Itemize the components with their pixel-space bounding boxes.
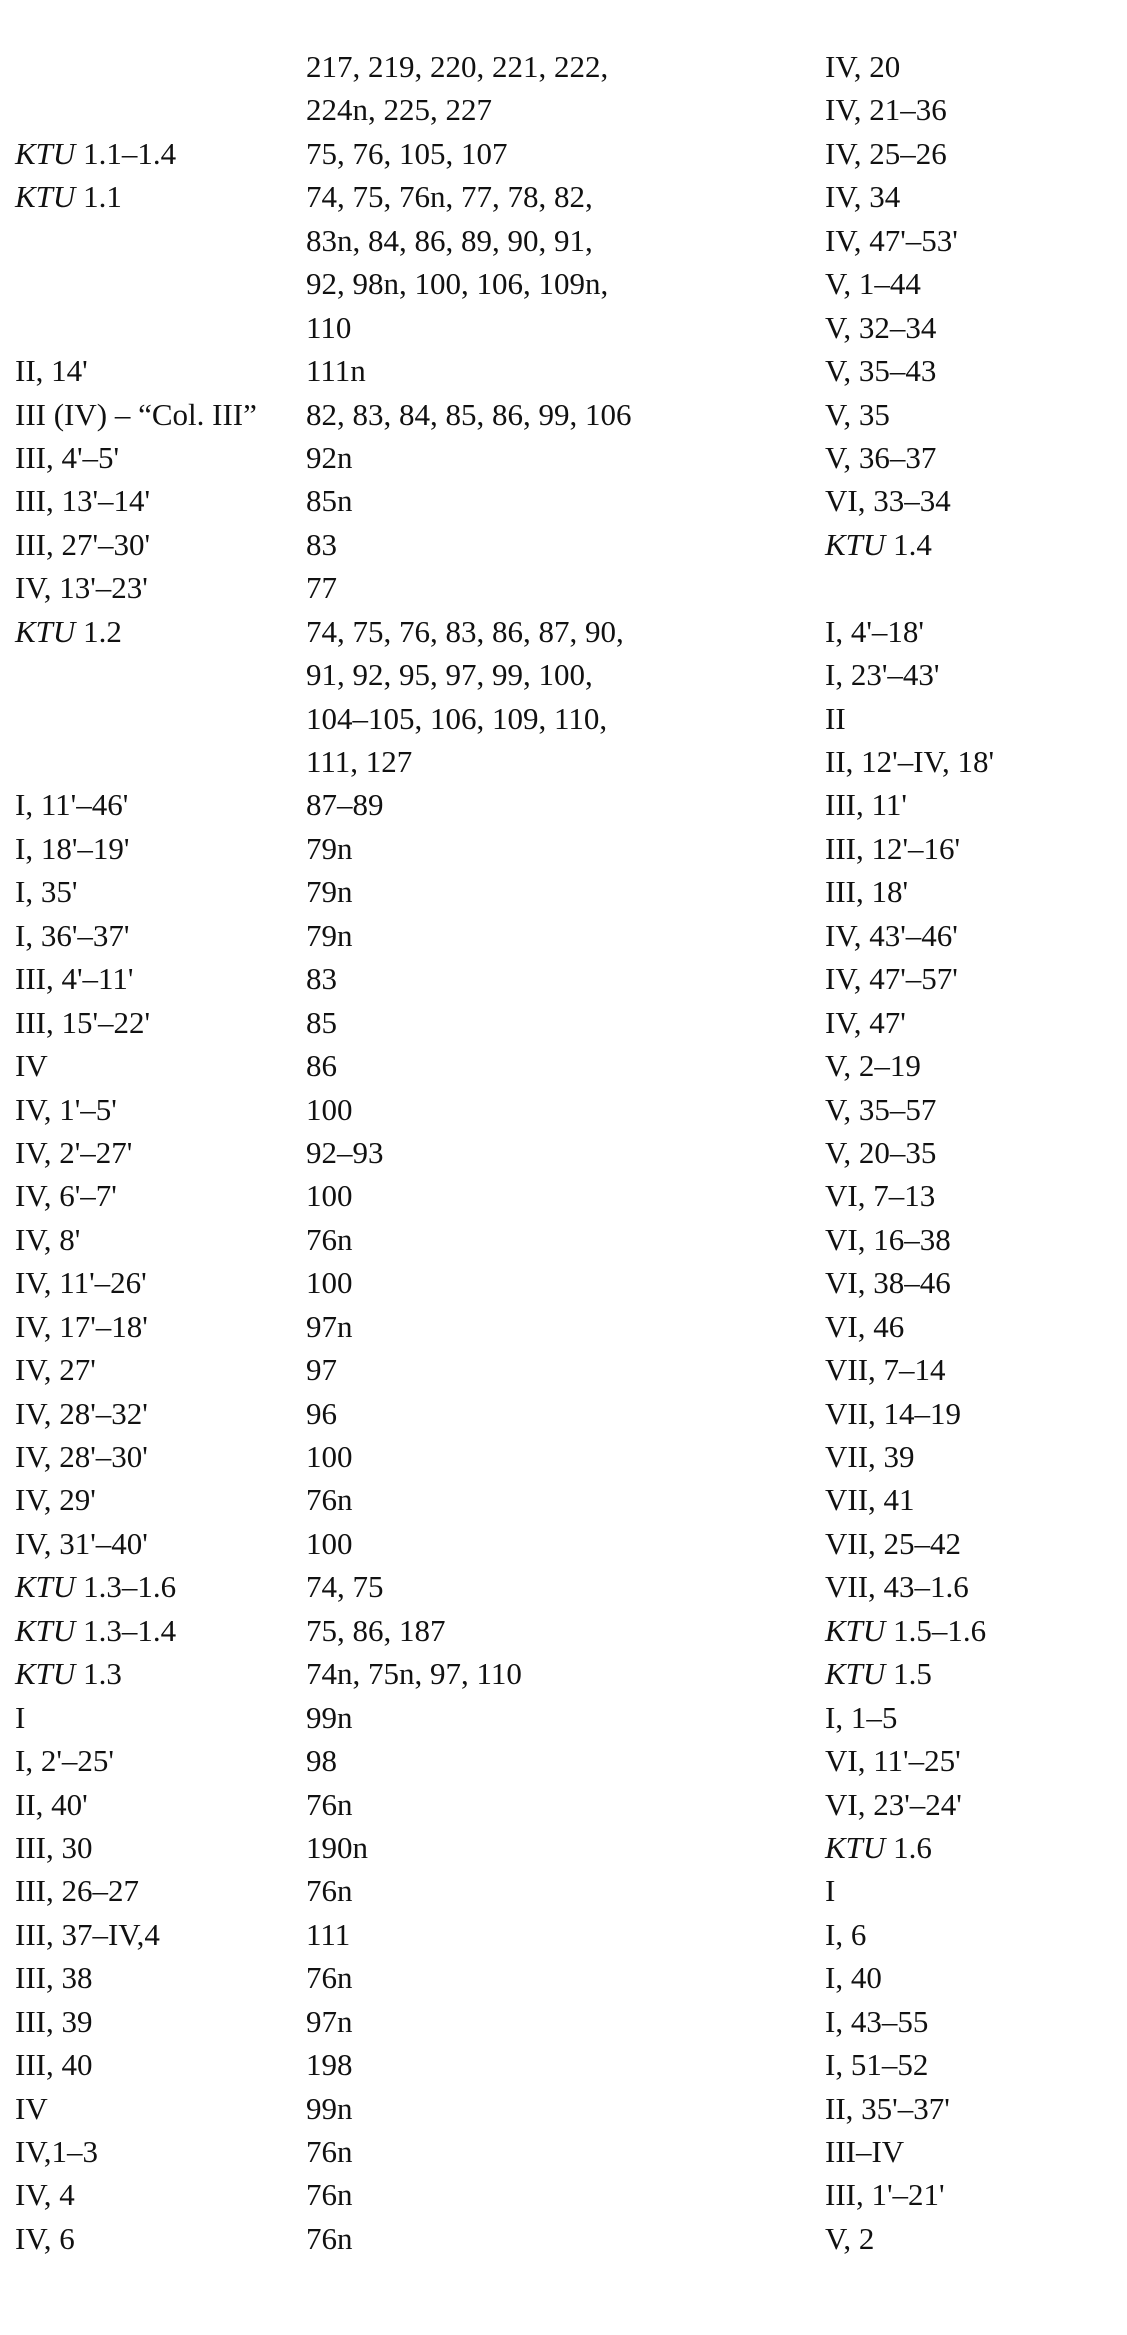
reference-text: I <box>825 1873 836 1909</box>
page-numbers-entry: 77 <box>306 570 337 606</box>
page-numbers-entry: 92, 98n, 100, 106, 109n, <box>306 266 609 302</box>
reference-text: III, 4'–11' <box>15 961 134 997</box>
reference-text: V, 20–35 <box>825 1134 937 1170</box>
reference-text: III (IV) – “Col. III” <box>15 396 257 432</box>
reference-entry <box>825 1001 1115 1044</box>
reference-text: III, 26–27 <box>15 1873 139 1909</box>
reference-text: 1.1–1.4 <box>75 135 177 171</box>
page-numbers-entry: 76n <box>306 1786 353 1822</box>
page-numbers-entry: 98 <box>306 1743 337 1779</box>
reference-entry <box>15 2173 305 2216</box>
page-numbers-entry: 83 <box>306 526 337 562</box>
page-numbers-entry: 190n <box>306 1829 368 1865</box>
page-numbers-entry: 111 <box>306 1916 351 1952</box>
reference-text: III, 18' <box>825 874 909 910</box>
reference-entry <box>15 132 305 175</box>
reference-entry <box>15 262 305 305</box>
page-numbers-entry: 76n <box>306 2177 353 2213</box>
page-numbers-entry: 85n <box>306 483 353 519</box>
reference-entry <box>15 1348 305 1391</box>
page-numbers-entry: 100 <box>306 1439 353 1474</box>
reference-text: III–IV <box>825 2134 905 2169</box>
reference-entry <box>15 566 305 609</box>
reference-entry <box>825 2043 1115 2086</box>
reference-entry <box>15 914 305 957</box>
reference-entry <box>15 88 305 131</box>
reference-text: IV, 28'–32' <box>15 1395 148 1431</box>
reference-text: 1.3–1.4 <box>75 1612 177 1648</box>
reference-text: VI, 38–46 <box>825 1265 951 1301</box>
reference-entry <box>15 1261 305 1304</box>
reference-text: IV <box>15 1048 48 1084</box>
page-numbers-entry: 111, 127 <box>306 744 413 779</box>
reference-entry <box>15 523 305 566</box>
reference-entry <box>825 1478 1115 1521</box>
reference-text: V, 36–37 <box>825 439 937 475</box>
reference-entry <box>15 1305 305 1348</box>
reference-entry <box>825 914 1115 957</box>
reference-text: V, 2–19 <box>825 1048 921 1084</box>
reference-entry <box>15 1044 305 1087</box>
reference-text: I, 11'–46' <box>15 787 129 823</box>
reference-text: II <box>825 700 846 736</box>
reference-text: IV, 17'–18' <box>15 1308 148 1344</box>
reference-text: I, 4'–18' <box>825 613 924 649</box>
page-numbers-entry: 79n <box>306 917 353 953</box>
reference-text: V, 1–44 <box>825 266 921 302</box>
reference-entry <box>15 1131 305 1174</box>
reference-entry <box>825 2130 1115 2173</box>
reference-text: IV, 21–36 <box>825 92 947 128</box>
reference-entry <box>15 1392 305 1435</box>
reference-entry <box>825 262 1115 305</box>
reference-entry <box>825 1261 1115 1304</box>
reference-entry <box>15 870 305 913</box>
reference-text: VII, 39 <box>825 1439 915 1474</box>
reference-entry <box>825 349 1115 392</box>
reference-entry <box>15 697 305 740</box>
page-numbers-entry: 97n <box>306 2003 353 2039</box>
reference-entry <box>15 1956 305 1999</box>
page-numbers-entry: 92n <box>306 439 353 475</box>
reference-text: IV, 47'–53' <box>825 222 958 258</box>
reference-entry <box>15 175 305 218</box>
reference-entry <box>15 1088 305 1131</box>
tablet-siglum: KTU <box>825 1829 886 1865</box>
reference-entry <box>825 2000 1115 2043</box>
reference-entry <box>825 2087 1115 2130</box>
reference-text: 1.2 <box>75 613 122 649</box>
tablet-siglum: KTU <box>15 179 76 215</box>
page-numbers-entry: 74, 75, 76n, 77, 78, 82, <box>306 179 593 215</box>
reference-entry <box>15 610 305 653</box>
tablet-siglum: KTU <box>825 526 886 562</box>
reference-text: I, 43–55 <box>825 2003 929 2039</box>
reference-entry <box>15 393 305 436</box>
page-numbers-entry: 104–105, 106, 109, 110, <box>306 700 608 736</box>
reference-text: I <box>15 1699 26 1735</box>
page-numbers-entry: 75, 86, 187 <box>306 1612 446 1648</box>
tablet-siglum: KTU <box>825 1612 886 1648</box>
reference-entry <box>825 306 1115 349</box>
reference-entry <box>825 610 1115 653</box>
reference-entry <box>15 957 305 1000</box>
page-numbers-entry: 76n <box>306 1221 353 1257</box>
tablet-siglum: KTU <box>15 1569 76 1605</box>
reference-text: IV, 6'–7' <box>15 1178 117 1214</box>
reference-text: VI, 23'–24' <box>825 1786 962 1822</box>
reference-entry <box>15 1696 305 1739</box>
reference-text: 1.3–1.6 <box>75 1569 177 1605</box>
reference-entry <box>825 175 1115 218</box>
reference-entry <box>825 1739 1115 1782</box>
page-numbers-entry: 83n, 84, 86, 89, 90, 91, <box>306 222 593 258</box>
reference-text: V, 2 <box>825 2220 875 2256</box>
reference-text: III, 38 <box>15 1960 93 1996</box>
reference-entry <box>15 2130 305 2173</box>
left-reference-column <box>15 45 305 2260</box>
reference-text: I, 40 <box>825 1960 882 1996</box>
reference-entry <box>15 827 305 870</box>
reference-entry <box>825 566 1115 609</box>
reference-text: VII, 25–42 <box>825 1525 962 1561</box>
reference-text: V, 32–34 <box>825 309 937 345</box>
reference-entry <box>15 653 305 696</box>
reference-entry <box>825 827 1115 870</box>
reference-entry <box>15 2217 305 2260</box>
reference-text: 1.4 <box>885 526 932 562</box>
reference-entry <box>825 523 1115 566</box>
reference-text: III, 1'–21' <box>825 2177 945 2213</box>
reference-text: I, 1–5 <box>825 1699 898 1735</box>
reference-entry <box>825 1348 1115 1391</box>
reference-entry <box>15 479 305 522</box>
page-numbers-entry: 74n, 75n, 97, 110 <box>306 1656 522 1692</box>
reference-entry <box>15 436 305 479</box>
reference-text: 1.1 <box>75 179 122 215</box>
reference-entry <box>825 2173 1115 2216</box>
reference-entry <box>825 2217 1115 2260</box>
page-numbers-entry: 83 <box>306 961 337 997</box>
reference-text: III, 37–IV,4 <box>15 1916 160 1952</box>
reference-text: IV, 43'–46' <box>825 917 958 953</box>
page-numbers-entry: 111n <box>306 353 366 389</box>
reference-text: 1.3 <box>75 1656 122 1692</box>
page-numbers-entry: 75, 76, 105, 107 <box>306 135 508 171</box>
reference-entry <box>15 306 305 349</box>
reference-entry <box>825 957 1115 1000</box>
page-numbers-entry: 76n <box>306 2220 353 2256</box>
reference-entry <box>15 1565 305 1608</box>
tablet-siglum: KTU <box>15 1656 76 1692</box>
reference-entry <box>825 1696 1115 1739</box>
reference-text: VII, 41 <box>825 1482 915 1518</box>
reference-text: IV, 47' <box>825 1004 906 1040</box>
reference-text: II, 40' <box>15 1786 88 1822</box>
page-numbers-entry: 86 <box>306 1048 337 1084</box>
reference-text: IV, 27' <box>15 1352 96 1388</box>
page-numbers-entry: 99n <box>306 1699 353 1735</box>
reference-entry <box>825 88 1115 131</box>
reference-text: IV, 28'–30' <box>15 1439 148 1474</box>
right-reference-column <box>825 45 1115 2260</box>
reference-entry <box>15 1913 305 1956</box>
reference-entry <box>15 1218 305 1261</box>
reference-entry <box>825 1783 1115 1826</box>
page-numbers-entry: 92–93 <box>306 1134 384 1170</box>
reference-text: IV, 34 <box>825 179 901 215</box>
reference-entry <box>15 2000 305 2043</box>
reference-entry <box>825 870 1115 913</box>
reference-text: 1.6 <box>885 1829 932 1865</box>
page-numbers-entry: 100 <box>306 1525 353 1561</box>
reference-text: I, 6 <box>825 1916 867 1952</box>
reference-entry <box>825 1826 1115 1869</box>
page-numbers-entry: 74, 75 <box>306 1569 384 1605</box>
reference-text: 1.5–1.6 <box>885 1612 987 1648</box>
reference-entry <box>825 697 1115 740</box>
page-numbers-entry: 74, 75, 76, 83, 86, 87, 90, <box>306 613 624 649</box>
page-numbers-entry: 100 <box>306 1178 353 1214</box>
reference-text: I, 36'–37' <box>15 917 130 953</box>
page-numbers-entry: 97n <box>306 1308 353 1344</box>
page-numbers-entry: 76n <box>306 1482 353 1518</box>
reference-text: III, 4'–5' <box>15 439 120 475</box>
reference-entry <box>15 1001 305 1044</box>
reference-entry <box>825 1522 1115 1565</box>
reference-text: IV, 47'–57' <box>825 961 958 997</box>
reference-entry <box>825 436 1115 479</box>
reference-text: IV, 20 <box>825 49 901 84</box>
reference-text: 1.5 <box>885 1656 932 1692</box>
reference-text: VI, 16–38 <box>825 1221 951 1257</box>
reference-text: VII, 14–19 <box>825 1395 962 1431</box>
reference-text: II, 12'–IV, 18' <box>825 744 995 779</box>
reference-text: IV, 29' <box>15 1482 96 1518</box>
reference-entry <box>825 1088 1115 1131</box>
reference-entry <box>15 1478 305 1521</box>
reference-entry <box>825 219 1115 262</box>
reference-entry <box>825 479 1115 522</box>
reference-entry <box>15 1174 305 1217</box>
reference-text: VI, 46 <box>825 1308 905 1344</box>
reference-text: III, 39 <box>15 2003 93 2039</box>
reference-text: V, 35 <box>825 396 890 432</box>
reference-entry <box>825 740 1115 783</box>
reference-entry <box>15 1609 305 1652</box>
reference-entry <box>825 393 1115 436</box>
reference-text: IV, 31'–40' <box>15 1525 148 1561</box>
page-numbers-entry: 87–89 <box>306 787 384 823</box>
page-numbers-entry: 85 <box>306 1004 337 1040</box>
page-numbers-entry: 100 <box>306 1091 353 1127</box>
reference-text: II, 14' <box>15 353 88 389</box>
reference-text: III, 15'–22' <box>15 1004 151 1040</box>
reference-text: IV, 11'–26' <box>15 1265 147 1301</box>
page-numbers-entry: 76n <box>306 1873 353 1909</box>
reference-text: III, 27'–30' <box>15 526 151 562</box>
reference-text: III, 12'–16' <box>825 830 961 866</box>
reference-text: VII, 7–14 <box>825 1352 946 1388</box>
reference-text: I, 18'–19' <box>15 830 130 866</box>
reference-text: I, 23'–43' <box>825 657 940 693</box>
reference-entry <box>15 1739 305 1782</box>
reference-entry <box>825 1956 1115 1999</box>
reference-entry <box>15 783 305 826</box>
reference-text: I, 51–52 <box>825 2047 929 2083</box>
reference-text: IV,1–3 <box>15 2134 98 2169</box>
reference-entry <box>825 783 1115 826</box>
reference-entry <box>15 219 305 262</box>
page-numbers-entry: 79n <box>306 830 353 866</box>
page-numbers-entry: 79n <box>306 874 353 910</box>
reference-text: IV, 6 <box>15 2220 75 2256</box>
reference-text: III, 11' <box>825 787 907 823</box>
reference-entry <box>15 2043 305 2086</box>
reference-text: V, 35–57 <box>825 1091 937 1127</box>
reference-text: IV, 4 <box>15 2177 75 2213</box>
reference-entry <box>825 1392 1115 1435</box>
reference-entry <box>15 2087 305 2130</box>
reference-text: IV <box>15 2090 48 2126</box>
reference-entry <box>15 1652 305 1695</box>
reference-entry <box>825 1218 1115 1261</box>
tablet-siglum: KTU <box>15 135 76 171</box>
reference-entry <box>825 1131 1115 1174</box>
reference-entry <box>825 132 1115 175</box>
page-numbers-entry: 100 <box>306 1265 353 1301</box>
reference-entry <box>15 1435 305 1478</box>
reference-entry <box>825 653 1115 696</box>
page-numbers-entry: 99n <box>306 2090 353 2126</box>
reference-entry <box>15 1869 305 1912</box>
reference-text: IV, 25–26 <box>825 135 947 171</box>
reference-text: III, 30 <box>15 1829 93 1865</box>
reference-text: VI, 11'–25' <box>825 1743 961 1779</box>
reference-text: III, 13'–14' <box>15 483 151 519</box>
reference-entry <box>825 1565 1115 1608</box>
page-numbers-entry: 91, 92, 95, 97, 99, 100, <box>306 657 593 693</box>
reference-entry <box>825 1305 1115 1348</box>
page-numbers-entry: 110 <box>306 309 352 345</box>
tablet-siglum: KTU <box>15 613 76 649</box>
page-numbers-entry: 217, 219, 220, 221, 222, <box>306 49 609 84</box>
reference-entry <box>825 1913 1115 1956</box>
reference-text: IV, 8' <box>15 1221 81 1257</box>
page-numbers-entry: 76n <box>306 1960 353 1996</box>
reference-entry <box>15 1522 305 1565</box>
reference-entry <box>825 1174 1115 1217</box>
reference-text: I, 2'–25' <box>15 1743 114 1779</box>
reference-entry <box>15 740 305 783</box>
reference-text: I, 35' <box>15 874 78 910</box>
reference-entry <box>15 349 305 392</box>
reference-text: II, 35'–37' <box>825 2090 950 2126</box>
reference-entry <box>15 1826 305 1869</box>
page-numbers-entry: 96 <box>306 1395 337 1431</box>
reference-entry <box>825 1044 1115 1087</box>
reference-text: VI, 7–13 <box>825 1178 936 1214</box>
page-numbers-entry: 76n <box>306 2134 353 2169</box>
page-numbers-entry: 198 <box>306 2047 353 2083</box>
reference-text: IV, 2'–27' <box>15 1134 133 1170</box>
reference-text: VI, 33–34 <box>825 483 951 519</box>
reference-entry <box>15 45 305 88</box>
reference-text: IV, 1'–5' <box>15 1091 117 1127</box>
page-numbers-entry: 224n, 225, 227 <box>306 92 492 128</box>
reference-text: IV, 13'–23' <box>15 570 148 606</box>
reference-entry <box>825 45 1115 88</box>
tablet-siglum: KTU <box>825 1656 886 1692</box>
reference-entry <box>825 1435 1115 1478</box>
page-numbers-entry: 82, 83, 84, 85, 86, 99, 106 <box>306 396 632 432</box>
reference-entry <box>825 1609 1115 1652</box>
reference-entry <box>15 1783 305 1826</box>
tablet-siglum: KTU <box>15 1612 76 1648</box>
reference-text: III, 40 <box>15 2047 93 2083</box>
reference-entry <box>825 1652 1115 1695</box>
page-numbers-column <box>306 45 706 2260</box>
reference-entry <box>825 1869 1115 1912</box>
reference-text: V, 35–43 <box>825 353 937 389</box>
reference-text: VII, 43–1.6 <box>825 1569 969 1605</box>
page-numbers-entry: 97 <box>306 1352 337 1388</box>
